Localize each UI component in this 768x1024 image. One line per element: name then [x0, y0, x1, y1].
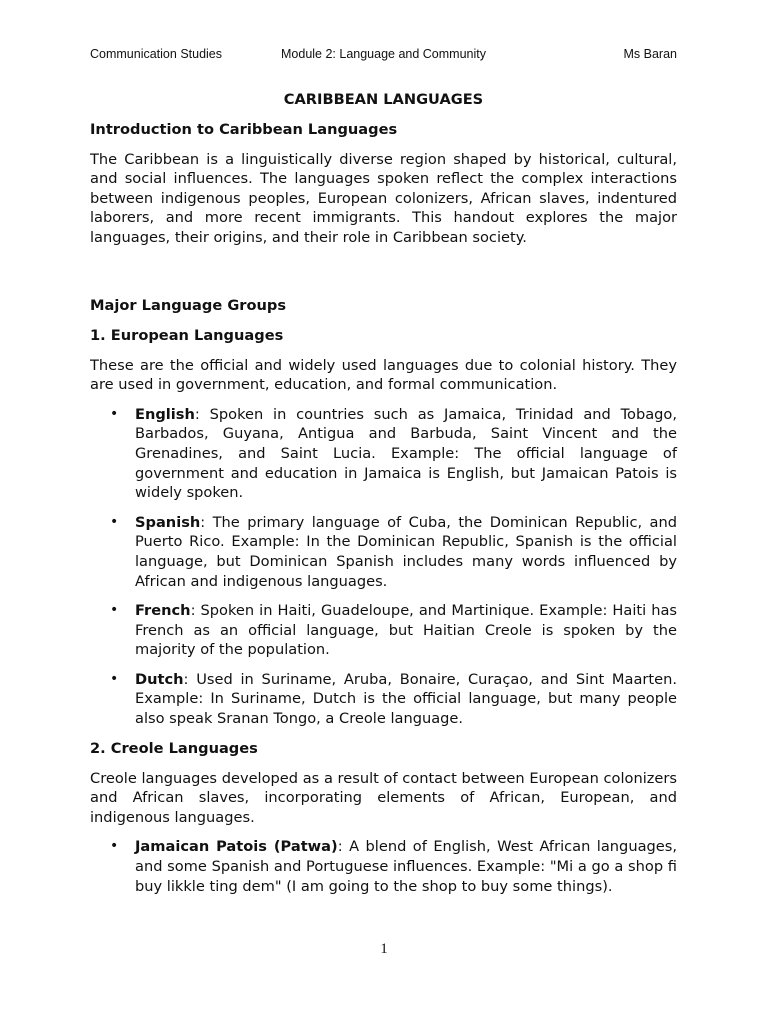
section-spacer [90, 258, 677, 296]
desc-jamaican-patois: : A blend of English, West African languages, and some Spanish and Portuguese influences. Example: "Mi a go a shop fi buy likkle ting dem" (I am going to the shop to buy some things). [135, 838, 677, 895]
major-groups-heading: Major Language Groups [90, 296, 287, 314]
intro-heading: Introduction to Caribbean Languages [90, 120, 398, 138]
list-item-dutch [90, 670, 677, 729]
creole-paragraph: Creole languages developed as a result of contact between European colonizers and African slaves, incorporating elements of African, European, and indigenous languages. [90, 769, 677, 826]
list-item-french [90, 601, 677, 660]
bullet-icon: • [110, 838, 119, 855]
desc-french: : Spoken in Haiti, Guadeloupe, and Martinique. Example: Haiti has French as an official language, but Haitian Creole is spoken by the majority of the population. [135, 602, 677, 659]
term-jamaican-patois: Jamaican Patois (Patwa) [135, 838, 338, 856]
term-spanish: Spanish [135, 513, 201, 531]
term-english: English [135, 405, 195, 423]
list-item-jamaican-patois [90, 837, 677, 896]
bullet-icon: • [110, 602, 119, 619]
desc-english: : Spoken in countries such as Jamaica, Trinidad and Tobago, Barbados, Guyana, Antigua and Barbuda, Saint Vincent and the Grenadines, and Saint Lucia. Example: The official language of government and education in Jamaica is English, but Jamaican Patois is widely spoken. [135, 405, 677, 502]
bullet-icon: • [110, 670, 119, 687]
european-heading: 1. European Languages [90, 326, 284, 344]
bullet-icon: • [110, 513, 119, 530]
term-dutch: Dutch [135, 670, 184, 688]
document-title: CARIBBEAN LANGUAGES [283, 91, 484, 108]
creole-heading: 2. Creole Languages [90, 739, 258, 757]
list-item-spanish [90, 513, 677, 591]
list-item-english [90, 405, 677, 503]
european-list [90, 405, 677, 729]
bullet-icon: • [110, 405, 119, 422]
header-teacher: Ms Baran [623, 47, 677, 61]
desc-spanish: : The primary language of Cuba, the Dominican Republic, and Puerto Rico. Example: In the Dominican Republic, Spanish is the official language, but Dominican Spanish includes many words influenced by African and indigenous languages. [135, 513, 677, 590]
creole-list [90, 837, 677, 896]
term-french: French [135, 602, 191, 620]
european-paragraph: These are the official and widely used languages due to colonial history. They are used in government, education, and formal communication. [90, 356, 677, 394]
intro-paragraph: The Caribbean is a linguistically diverse region shaped by historical, cultural, and social influences. The languages spoken reflect the complex interactions between indigenous peoples, European colonizers, African slaves, indentured laborers, and more recent immigrants. This handout explores the major languages, their origins, and their role in Caribbean society. [90, 150, 677, 246]
header-course: Communication Studies [90, 47, 223, 61]
page-number: 1 [380, 941, 388, 957]
document-body [90, 90, 677, 906]
header-module: Module 2: Language and Community [281, 47, 486, 61]
page-header [90, 47, 677, 65]
desc-dutch: : Used in Suriname, Aruba, Bonaire, Curaçao, and Sint Maarten. Example: In Suriname, Dutch is the official language, but many people also speak Sranan Tongo, a Creole language. [135, 670, 677, 728]
